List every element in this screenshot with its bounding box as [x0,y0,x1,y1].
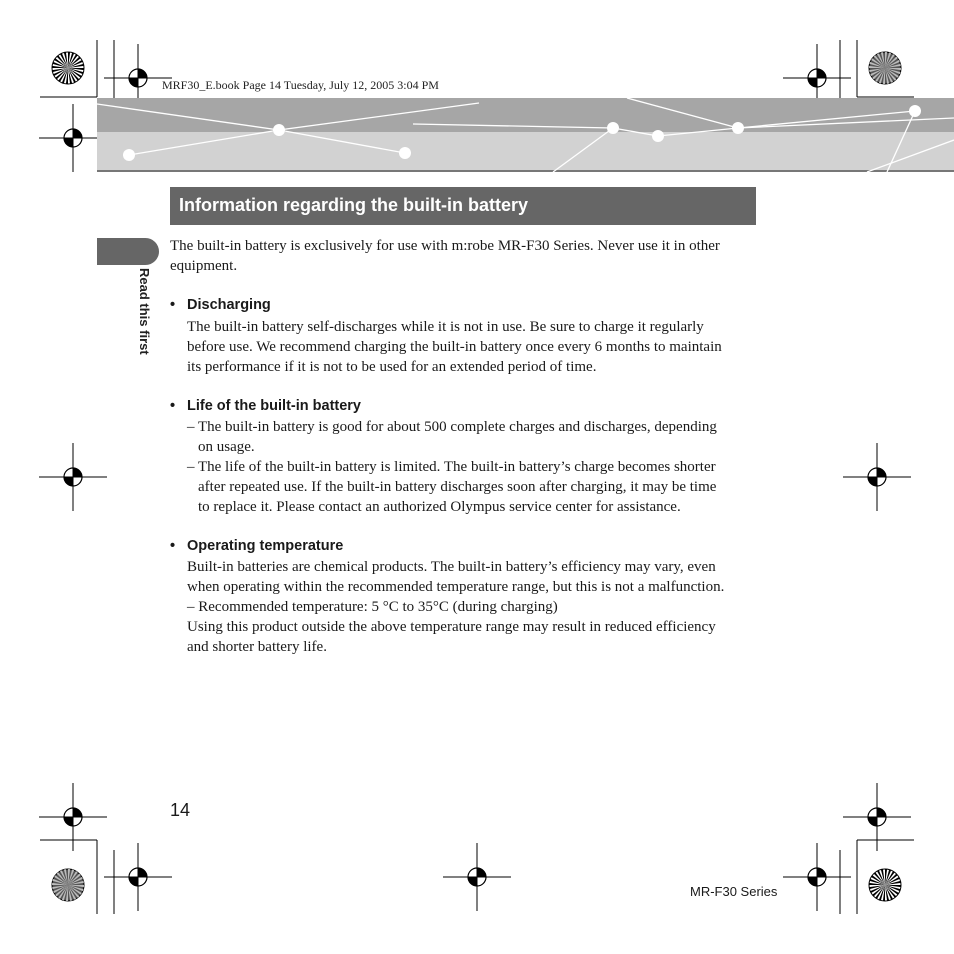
heading-text: Life of the built-in battery [187,398,361,414]
temperature-line: Built-in batteries are chemical products. The built-in battery’s efficiency may vary, even [187,559,716,575]
registration-mark [843,783,911,851]
life-heading [170,398,361,414]
discharging-heading [170,297,271,313]
section-title: Information regarding the built-in battery [179,195,529,215]
heading-text: Discharging [187,297,271,313]
side-tab [97,238,159,265]
band-light [97,132,954,170]
heading-text: Operating temperature [187,538,344,554]
temperature-line: when operating within the recommended temperature range, but this is not a malfunction. [187,579,725,595]
life-line: on usage. [198,439,255,455]
discharging-line: its performance if it is not to be used for an extended period of time. [187,359,597,375]
life-line: – The life of the built-in battery is limited. The built-in battery’s charge becomes shorter [187,459,716,475]
life-line: to replace it. Please contact an authorized Olympus service center for assistance. [198,499,681,515]
discharging-line: The built-in battery self-discharges while it is not in use. Be sure to charge it regularly [187,319,704,335]
slug-line: MRF30_E.book Page 14 Tuesday, July 12, 2005 3:04 PM [162,78,439,92]
bullet: • [170,398,176,414]
section-title-bar [170,187,756,225]
registration-mark [443,843,511,911]
header-band [97,98,954,172]
bullet: • [170,297,176,313]
temperature-line: Using this product outside the above temperature range may result in reduced efficiency [187,619,716,635]
life-line: – The built-in battery is good for about 500 complete charges and discharges, depending [187,419,717,435]
temperature-line: – Recommended temperature: 5 °C to 35°C (during charging) [187,599,558,615]
intro-line: equipment. [170,258,238,274]
registration-mark [783,843,851,911]
star-target [52,52,84,84]
series-label: MR-F30 Series [690,884,778,899]
bullet: • [170,538,176,554]
temperature-heading [170,538,343,554]
side-tab-label [132,268,154,388]
registration-mark [843,443,911,511]
side-tab-text: Read this first [137,268,152,355]
star-target [869,869,901,901]
temperature-line: and shorter battery life. [187,639,327,655]
star-target [52,869,84,901]
star-target [869,52,901,84]
registration-mark [39,443,107,511]
intro-line: The built-in battery is exclusively for use with m:robe MR-F30 Series. Never use it in other [170,238,720,254]
page-number: 14 [170,800,191,820]
band-rule [97,170,954,172]
discharging-line: before use. We recommend charging the built-in battery once every 6 months to maintain [187,339,722,355]
life-line: after repeated use. If the built-in battery discharges soon after charging, it may be time [198,479,717,495]
